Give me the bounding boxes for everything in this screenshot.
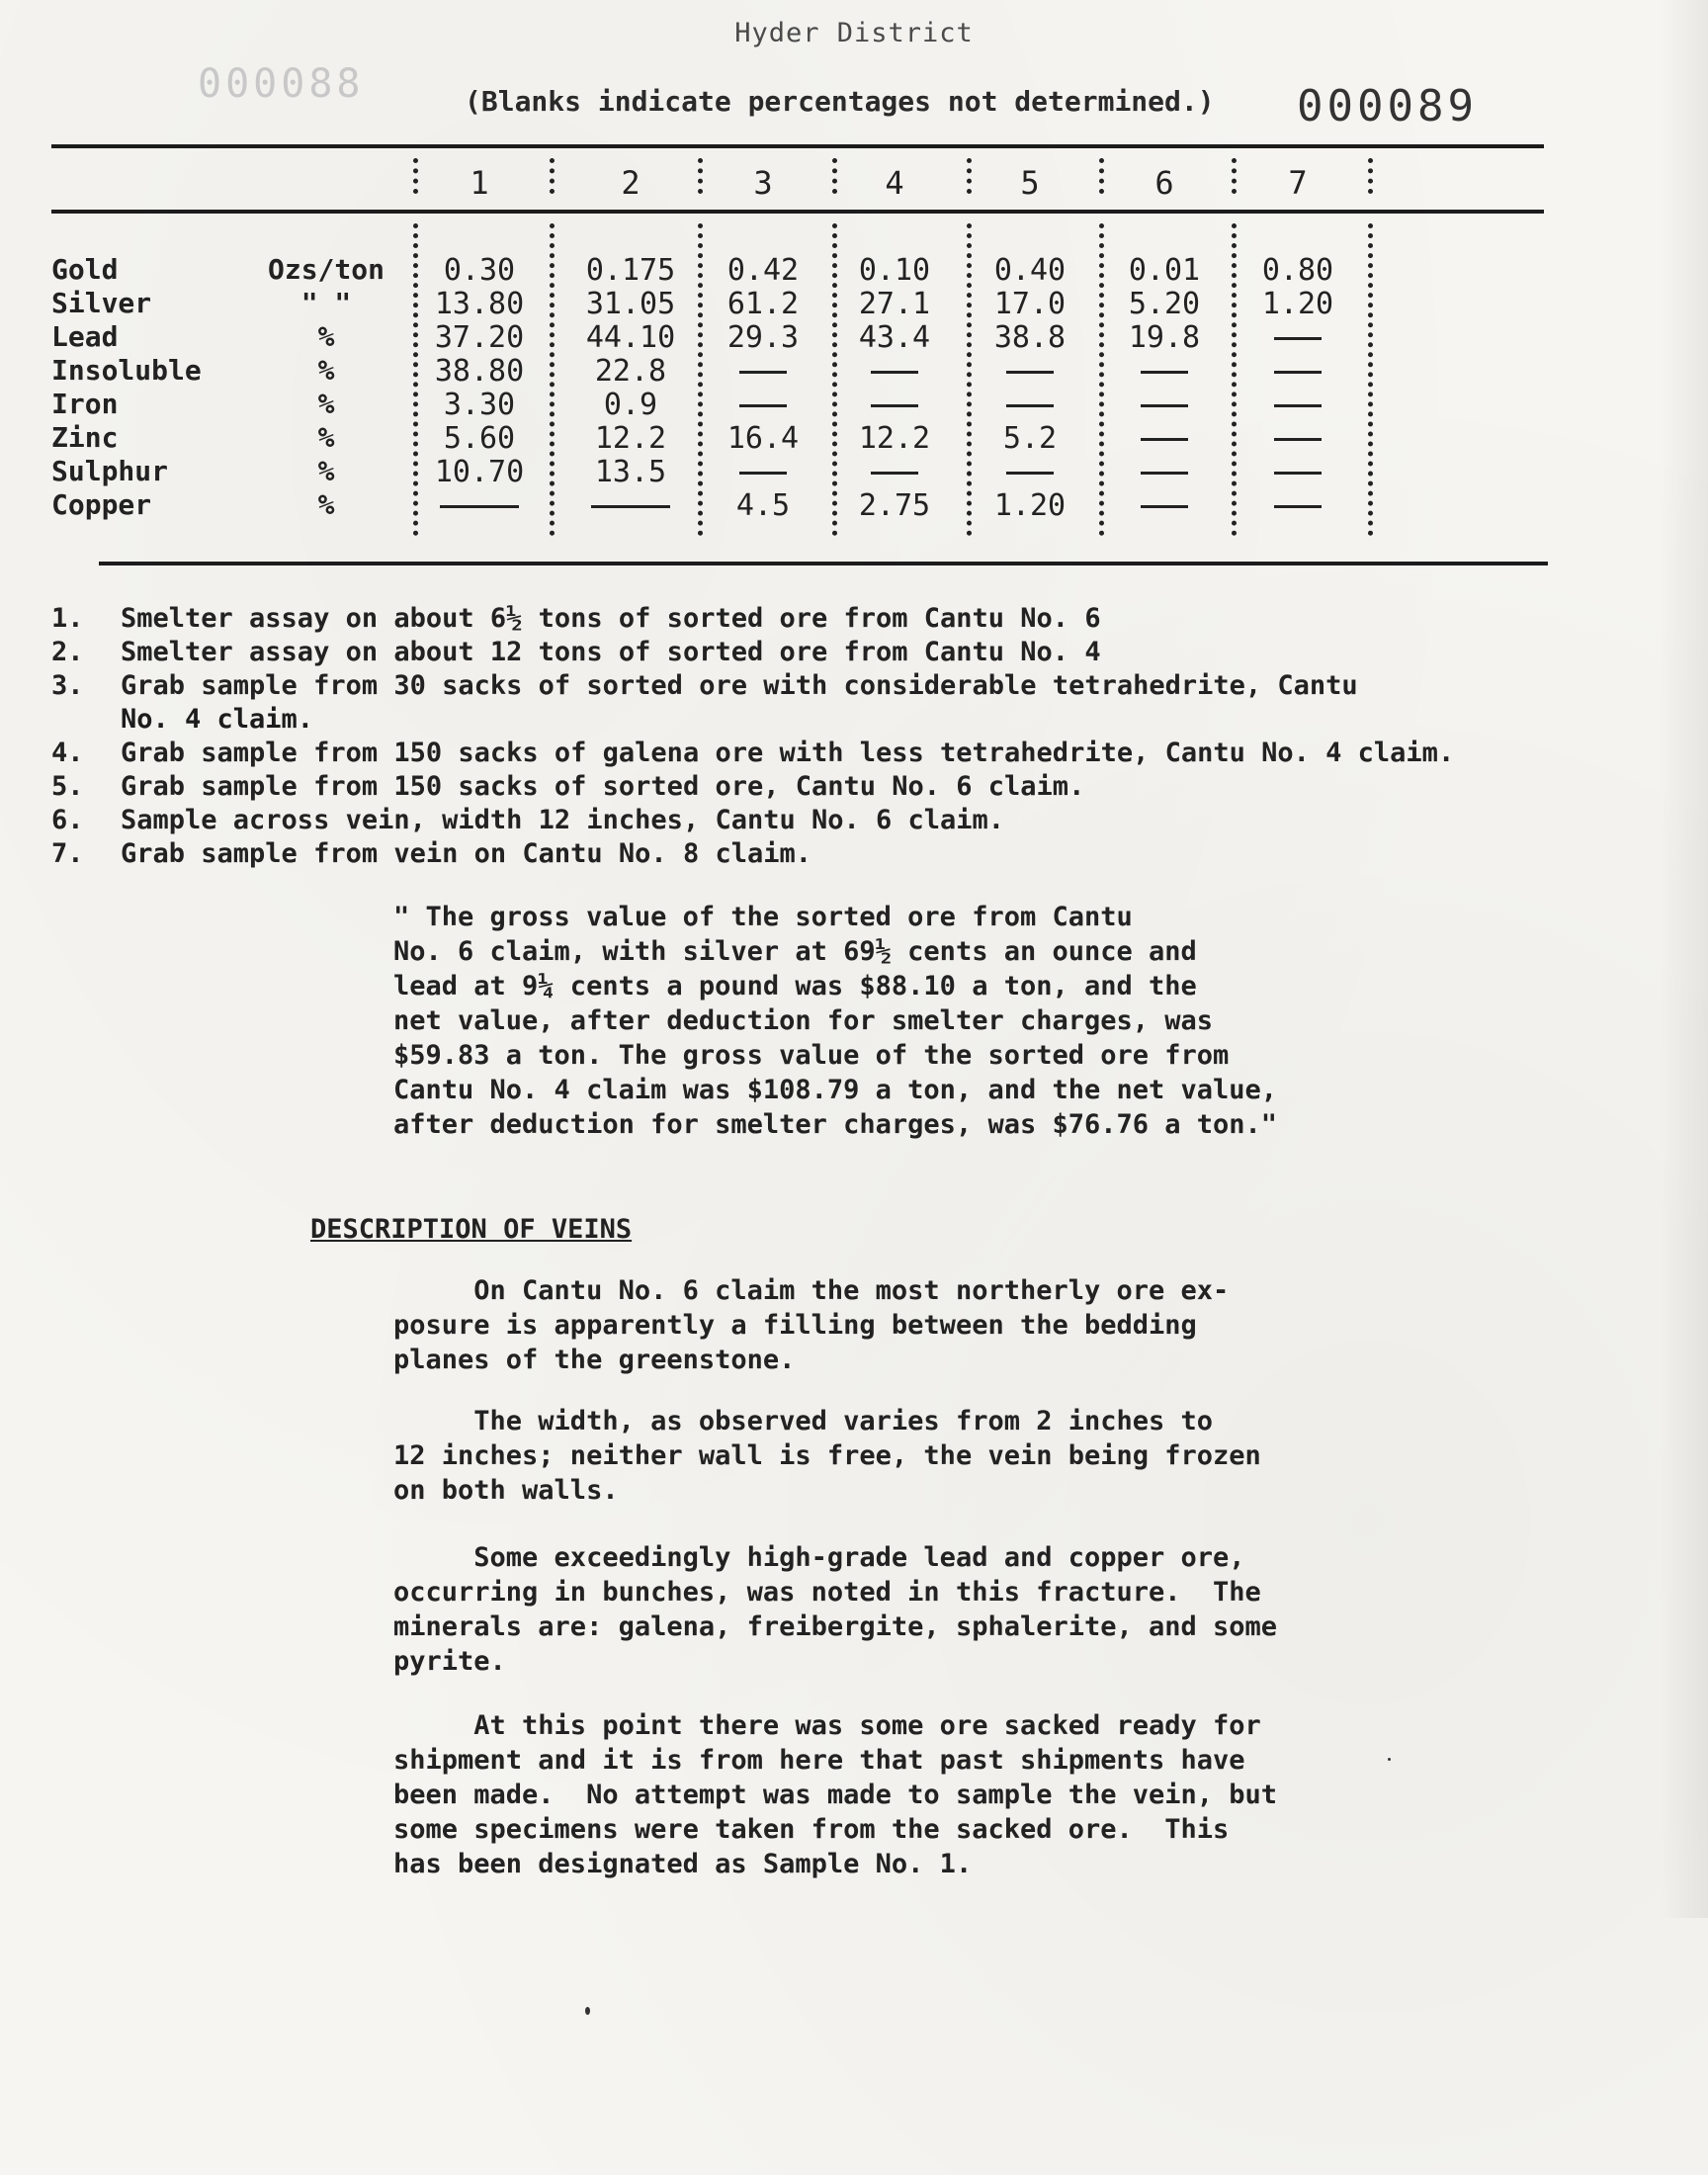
- table-cell: 17.0: [993, 287, 1067, 321]
- blank-dash: [871, 404, 918, 407]
- table-cell: 0.40: [993, 253, 1067, 288]
- column-separator: [1232, 158, 1237, 194]
- column-separator: [1368, 158, 1373, 194]
- note-item: [51, 603, 1101, 634]
- paragraph-line: On Cantu No. 6 claim the most northerly ore ex-: [393, 1275, 1230, 1306]
- blank-dash: [739, 404, 787, 407]
- paragraph: [393, 1708, 1342, 1881]
- column-header: 1: [470, 164, 489, 202]
- table-cell: 0.01: [1128, 253, 1201, 288]
- paragraph-line: At this point there was some ore sacked ready for: [393, 1710, 1261, 1741]
- quote-line: " The gross value of the sorted ore from Cantu: [393, 902, 1133, 932]
- table-cell: [966, 455, 1094, 489]
- table-cell: 31.05: [585, 287, 676, 321]
- quote-line: Cantu No. 4 claim was $108.79 a ton, and the net value,: [393, 1075, 1278, 1105]
- table-cell: [1100, 354, 1229, 389]
- column-separator: [698, 158, 703, 194]
- table-cell: [1100, 388, 1229, 422]
- row-unit: %: [317, 455, 335, 487]
- paragraph-line: 12 inches; neither wall is free, the vein being frozen: [393, 1440, 1261, 1471]
- paragraph-line: occurring in bunches, was noted in this fracture. The: [393, 1577, 1261, 1608]
- blank-dash: [1141, 371, 1188, 374]
- table-cell: 0.80: [1261, 253, 1334, 288]
- table-bottom-rule: [99, 562, 1548, 566]
- paragraph: [393, 1404, 1342, 1508]
- note-item: [51, 771, 1084, 802]
- table-cell: 19.8: [1128, 320, 1201, 355]
- column-header: 3: [753, 164, 773, 202]
- row-unit: %: [317, 354, 335, 387]
- column-separator: [832, 158, 837, 194]
- table-cell: 3.30: [443, 388, 516, 422]
- quote-line: net value, after deduction for smelter charges, was: [393, 1005, 1214, 1036]
- paragraph-line: minerals are: galena, freibergite, sphalerite, and some: [393, 1611, 1278, 1642]
- table-cell: 16.4: [726, 421, 800, 456]
- table-cell: 1.20: [993, 488, 1067, 523]
- row-label: Sulphur: [51, 455, 169, 487]
- table-cell: [830, 354, 959, 389]
- note-number: 1.: [51, 603, 84, 634]
- paragraph-line: pyrite.: [393, 1646, 506, 1677]
- row-label: Gold: [51, 253, 119, 286]
- row-label: Zinc: [51, 421, 119, 454]
- district-title: Hyder District: [734, 18, 974, 48]
- table-cell: 37.20: [434, 320, 525, 355]
- table-cell: [1234, 488, 1362, 523]
- page-number: 000089: [1297, 81, 1478, 131]
- quote-line: after deduction for smelter charges, was $76.76 a ton.": [393, 1109, 1278, 1140]
- table-cell: 13.5: [594, 455, 667, 489]
- note-number: 2.: [51, 637, 84, 667]
- note-item: [51, 738, 1454, 768]
- scan-shadow: [1659, 0, 1708, 1918]
- column-header: 7: [1288, 164, 1308, 202]
- blank-dash: [1274, 371, 1322, 374]
- note-number: 5.: [51, 771, 84, 802]
- table-cell: 1.20: [1261, 287, 1334, 321]
- row-unit: " ": [300, 287, 352, 319]
- column-header: 2: [621, 164, 640, 202]
- note-text: Smelter assay on about 12 tons of sorted ore from Cantu No. 4: [121, 637, 1101, 667]
- note-text: Grab sample from 150 sacks of galena ore with less tetrahedrite, Cantu No. 4 claim.: [121, 738, 1455, 768]
- table-cell: 44.10: [585, 320, 676, 355]
- scan-speck: [1388, 1758, 1391, 1761]
- table-cell: 2.75: [858, 488, 931, 523]
- blank-dash: [871, 371, 918, 374]
- paragraph-line: Some exceedingly high-grade lead and copper ore,: [393, 1542, 1245, 1573]
- blank-dash: [1141, 404, 1188, 407]
- table-cell: 5.20: [1128, 287, 1201, 321]
- row-unit: %: [317, 388, 335, 420]
- table-cell: 5.2: [1002, 421, 1058, 456]
- blank-dash: [1006, 404, 1054, 407]
- table-cell: [1234, 388, 1362, 422]
- paragraph-line: some specimens were taken from the sacked ore. This: [393, 1814, 1230, 1845]
- table-note: (Blanks indicate percentages not determined.): [465, 85, 1215, 118]
- blank-dash: [871, 472, 918, 475]
- blank-dash: [1141, 505, 1188, 508]
- paragraph-line: The width, as observed varies from 2 inches to: [393, 1406, 1214, 1436]
- table-cell: 29.3: [726, 320, 800, 355]
- row-unit: %: [317, 421, 335, 454]
- paragraph-line: on both walls.: [393, 1475, 619, 1506]
- note-item: [51, 838, 811, 869]
- row-unit: %: [317, 320, 335, 353]
- table-top-rule: [51, 144, 1544, 148]
- blank-dash: [440, 505, 519, 508]
- row-unit: Ozs/ton: [267, 253, 384, 286]
- ghost-page-number: 000088: [198, 61, 365, 107]
- note-text: Smelter assay on about 6½ tons of sorted ore from Cantu No. 6: [121, 603, 1101, 634]
- paragraph: [393, 1540, 1342, 1679]
- table-cell: 22.8: [594, 354, 667, 389]
- paragraph-line: has been designated as Sample No. 1.: [393, 1849, 973, 1879]
- note-number: 3.: [51, 670, 84, 701]
- table-cell: [1100, 488, 1229, 523]
- table-cell: [566, 488, 695, 523]
- blank-dash: [1274, 472, 1322, 475]
- paragraph: [393, 1273, 1342, 1377]
- blank-dash: [1006, 472, 1054, 475]
- table-cell: 38.8: [993, 320, 1067, 355]
- table-cell: [1234, 320, 1362, 355]
- note-text: Grab sample from vein on Cantu No. 8 claim.: [121, 838, 811, 869]
- blank-dash: [1274, 505, 1322, 508]
- scan-speck: [585, 2007, 590, 2015]
- note-continuation: No. 4 claim.: [121, 704, 314, 735]
- table-cell: 5.60: [443, 421, 516, 456]
- column-header: 4: [885, 164, 904, 202]
- table-cell: 0.9: [603, 388, 658, 422]
- row-unit: %: [317, 488, 335, 521]
- paragraph-line: shipment and it is from here that past shipments have: [393, 1745, 1245, 1776]
- note-item: [51, 637, 1101, 667]
- blank-dash: [1006, 371, 1054, 374]
- paragraph-line: planes of the greenstone.: [393, 1345, 796, 1375]
- blank-dash: [1274, 438, 1322, 441]
- note-number: 6.: [51, 805, 84, 835]
- row-label: Silver: [51, 287, 152, 319]
- blank-dash: [739, 371, 787, 374]
- table-cell: [699, 455, 827, 489]
- note-number: 7.: [51, 838, 84, 869]
- table-cell: 43.4: [858, 320, 931, 355]
- blank-dash: [591, 505, 670, 508]
- note-item: [51, 805, 1004, 835]
- table-header-rule: [51, 210, 1544, 214]
- table-cell: 0.10: [858, 253, 931, 288]
- table-cell: [1234, 455, 1362, 489]
- blank-dash: [1274, 404, 1322, 407]
- blank-dash: [739, 472, 787, 475]
- table-cell: [1100, 455, 1229, 489]
- blank-dash: [1141, 472, 1188, 475]
- table-cell: 0.42: [726, 253, 800, 288]
- table-cell: [966, 388, 1094, 422]
- paragraph-line: been made. No attempt was made to sample the vein, but: [393, 1780, 1278, 1810]
- column-header: 5: [1020, 164, 1040, 202]
- blank-dash: [1274, 337, 1322, 340]
- section-title: DESCRIPTION OF VEINS: [310, 1214, 633, 1245]
- column-separator: [967, 158, 972, 194]
- quote-line: No. 6 claim, with silver at 69½ cents an ounce and: [393, 936, 1197, 967]
- quote-line: lead at 9¼ cents a pound was $88.10 a ton, and the: [393, 971, 1197, 1001]
- note-item: [51, 670, 1358, 701]
- table-cell: 0.175: [585, 253, 676, 288]
- table-cell: 27.1: [858, 287, 931, 321]
- column-separator: [550, 223, 555, 536]
- table-cell: [415, 488, 544, 523]
- column-header: 6: [1154, 164, 1174, 202]
- table-cell: 0.30: [443, 253, 516, 288]
- table-cell: [699, 388, 827, 422]
- row-label: Copper: [51, 488, 152, 521]
- table-cell: 38.80: [434, 354, 525, 389]
- note-text: Sample across vein, width 12 inches, Cantu No. 6 claim.: [121, 805, 1005, 835]
- note-text: Grab sample from 30 sacks of sorted ore with considerable tetrahedrite, Cantu: [121, 670, 1358, 701]
- table-cell: 12.2: [594, 421, 667, 456]
- paragraph-line: posure is apparently a filling between the bedding: [393, 1310, 1197, 1341]
- value-quote: [393, 900, 1362, 1142]
- column-separator: [1368, 223, 1373, 536]
- quote-line: $59.83 a ton. The gross value of the sorted ore from: [393, 1040, 1230, 1071]
- row-label: Iron: [51, 388, 119, 420]
- table-cell: [966, 354, 1094, 389]
- row-label: Insoluble: [51, 354, 202, 387]
- blank-dash: [1141, 438, 1188, 441]
- table-cell: 61.2: [726, 287, 800, 321]
- table-cell: 10.70: [434, 455, 525, 489]
- column-separator: [413, 158, 418, 194]
- table-cell: [830, 388, 959, 422]
- column-separator: [1099, 158, 1104, 194]
- table-cell: 12.2: [858, 421, 931, 456]
- table-cell: [830, 455, 959, 489]
- table-cell: [1234, 354, 1362, 389]
- table-cell: [699, 354, 827, 389]
- row-label: Lead: [51, 320, 119, 353]
- table-cell: [1234, 421, 1362, 456]
- table-cell: [1100, 421, 1229, 456]
- note-text: Grab sample from 150 sacks of sorted ore, Cantu No. 6 claim.: [121, 771, 1085, 802]
- table-cell: 4.5: [735, 488, 791, 523]
- column-separator: [550, 158, 555, 194]
- note-number: 4.: [51, 738, 84, 768]
- table-cell: 13.80: [434, 287, 525, 321]
